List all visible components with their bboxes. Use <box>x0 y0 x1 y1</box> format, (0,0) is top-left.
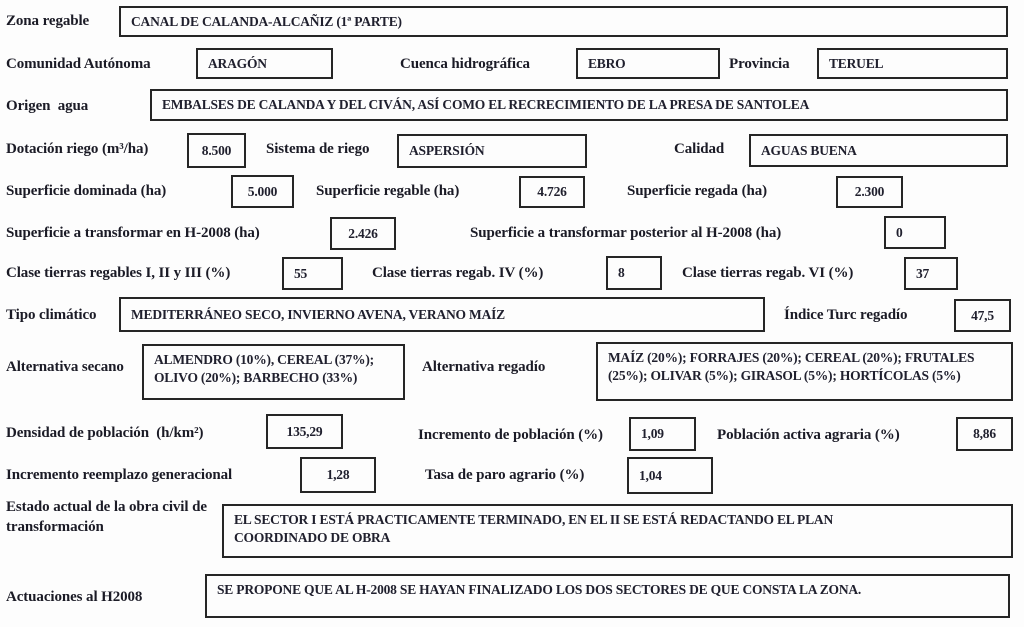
cuenca-hidrografica-field <box>576 48 720 79</box>
clase-tierras-i-ii-iii-field <box>282 257 343 290</box>
clase-tierras-i-ii-iii-value: 55 <box>294 265 308 281</box>
superficie-transformar-h2008-field <box>330 217 396 250</box>
indice-turc-regadio-field <box>954 299 1011 332</box>
superficie-dominada-field <box>231 175 294 208</box>
comunidad-autonoma-value: ARAGÓN <box>208 55 267 71</box>
dotacion-riego-field <box>187 133 246 168</box>
estado-obra-civil-value: EL SECTOR I ESTÁ PRACTICAMENTE TERMINADO, EN EL II SE ESTÁ REDACTANDO EL PLAN COORDINADO DE OBRA <box>234 512 833 545</box>
incremento-reemplazo-label: Incremento reemplazo generacional <box>6 467 233 483</box>
alternativa-regadio-value: MAÍZ (20%); FORRAJES (20%); CEREAL (20%); FRUTALES (25%); OLIVAR (5%); GIRASOL (5%); HORTÍCOLAS (5%) <box>608 350 975 383</box>
estado-obra-civil-field <box>222 504 1013 558</box>
actuaciones-h2008-label: Actuaciones al H2008 <box>6 589 143 605</box>
superficie-dominada-label: Superficie dominada (ha) <box>6 183 167 199</box>
origen-agua-field <box>150 89 1008 121</box>
superficie-transformar-h2008-label: Superficie a transformar en H-2008 (ha) <box>6 225 260 241</box>
tasa-paro-agrario-field <box>627 457 713 494</box>
superficie-regable-field <box>519 176 585 208</box>
actuaciones-h2008-value: SE PROPONE QUE AL H-2008 SE HAYAN FINALIZADO LOS DOS SECTORES DE QUE CONSTA LA ZONA. <box>217 582 862 597</box>
origen-agua-label: Origen agua <box>6 98 89 114</box>
densidad-poblacion-label: Densidad de población (h/km²) <box>6 425 204 441</box>
alternativa-regadio-label: Alternativa regadío <box>422 359 546 375</box>
superficie-transformar-posterior-field <box>884 216 946 249</box>
poblacion-activa-agraria-field <box>956 417 1013 451</box>
incremento-poblacion-label: Incremento de población (%) <box>418 427 603 443</box>
tasa-paro-agrario-label: Tasa de paro agrario (%) <box>425 467 585 483</box>
cuenca-hidrografica-label: Cuenca hidrográfica <box>400 56 530 72</box>
sistema-riego-field <box>397 134 587 168</box>
poblacion-activa-agraria-label: Población activa agraria (%) <box>717 427 900 443</box>
provincia-label: Provincia <box>729 56 790 72</box>
cuenca-hidrografica-value: EBRO <box>588 55 626 71</box>
poblacion-activa-agraria-value: 8,86 <box>973 426 996 442</box>
dotacion-riego-value: 8.500 <box>201 142 232 158</box>
superficie-dominada-value: 5.000 <box>247 183 278 199</box>
clase-tierras-vi-label: Clase tierras regab. VI (%) <box>682 265 854 281</box>
incremento-reemplazo-field <box>300 457 376 493</box>
provincia-field <box>817 48 1008 79</box>
calidad-value: AGUAS BUENA <box>761 142 857 158</box>
sistema-riego-label: Sistema de riego <box>266 141 370 157</box>
indice-turc-regadio-value: 47,5 <box>971 307 994 323</box>
superficie-regada-value: 2.300 <box>854 184 885 200</box>
comunidad-autonoma-label: Comunidad Autónoma <box>6 56 151 72</box>
provincia-value: TERUEL <box>829 55 884 71</box>
zona-regable-label: Zona regable <box>6 13 90 29</box>
zona-regable-field <box>119 6 1008 37</box>
comunidad-autonoma-field <box>196 48 333 79</box>
incremento-poblacion-field <box>629 417 696 451</box>
calidad-field <box>749 134 1008 167</box>
origen-agua-value: EMBALSES DE CALANDA Y DEL CIVÁN, ASÍ COMO EL RECRECIMIENTO DE LA PRESA DE SANTOLEA <box>162 97 810 113</box>
alternativa-regadio-field <box>596 342 1013 401</box>
alternativa-secano-label: Alternativa secano <box>6 359 124 375</box>
superficie-regada-label: Superficie regada (ha) <box>627 183 768 199</box>
densidad-poblacion-value: 135,29 <box>286 423 323 439</box>
tasa-paro-agrario-value: 1,04 <box>639 467 662 483</box>
alternativa-secano-field <box>142 344 405 400</box>
alternativa-secano-value: ALMENDRO (10%), CEREAL (37%); OLIVO (20%); BARBECHO (33%) <box>154 352 374 385</box>
dotacion-riego-label: Dotación riego (m³/ha) <box>6 141 149 157</box>
clase-tierras-vi-field <box>904 257 958 290</box>
superficie-regada-field <box>836 176 903 208</box>
estado-obra-civil-label: Estado actual de la obra civil de transformación <box>6 499 207 536</box>
clase-tierras-iv-label: Clase tierras regab. IV (%) <box>372 265 544 281</box>
superficie-transformar-posterior-label: Superficie a transformar posterior al H-2008 (ha) <box>470 225 782 241</box>
tipo-climatico-field <box>119 297 765 332</box>
superficie-transformar-h2008-value: 2.426 <box>348 225 378 241</box>
tipo-climatico-label: Tipo climático <box>6 307 97 323</box>
incremento-reemplazo-value: 1,28 <box>326 467 350 483</box>
tipo-climatico-value: MEDITERRÁNEO SECO, INVIERNO AVENA, VERANO MAÍZ <box>131 306 505 322</box>
clase-tierras-vi-value: 37 <box>916 265 930 281</box>
clase-tierras-iv-value: 8 <box>618 265 625 281</box>
clase-tierras-i-ii-iii-label: Clase tierras regables I, II y III (%) <box>6 265 231 281</box>
superficie-regable-value: 4.726 <box>537 184 567 200</box>
clase-tierras-iv-field <box>606 256 662 290</box>
zona-regable-value: CANAL DE CALANDA-ALCAÑIZ (1ª PARTE) <box>131 13 402 29</box>
superficie-transformar-posterior-value: 0 <box>896 224 903 240</box>
actuaciones-h2008-field <box>205 574 1010 618</box>
calidad-label: Calidad <box>674 141 725 157</box>
densidad-poblacion-field <box>266 414 343 449</box>
incremento-poblacion-value: 1,09 <box>641 426 664 442</box>
superficie-regable-label: Superficie regable (ha) <box>316 183 460 199</box>
sistema-riego-value: ASPERSIÓN <box>409 143 485 159</box>
indice-turc-regadio-label: Índice Turc regadío <box>784 307 908 323</box>
